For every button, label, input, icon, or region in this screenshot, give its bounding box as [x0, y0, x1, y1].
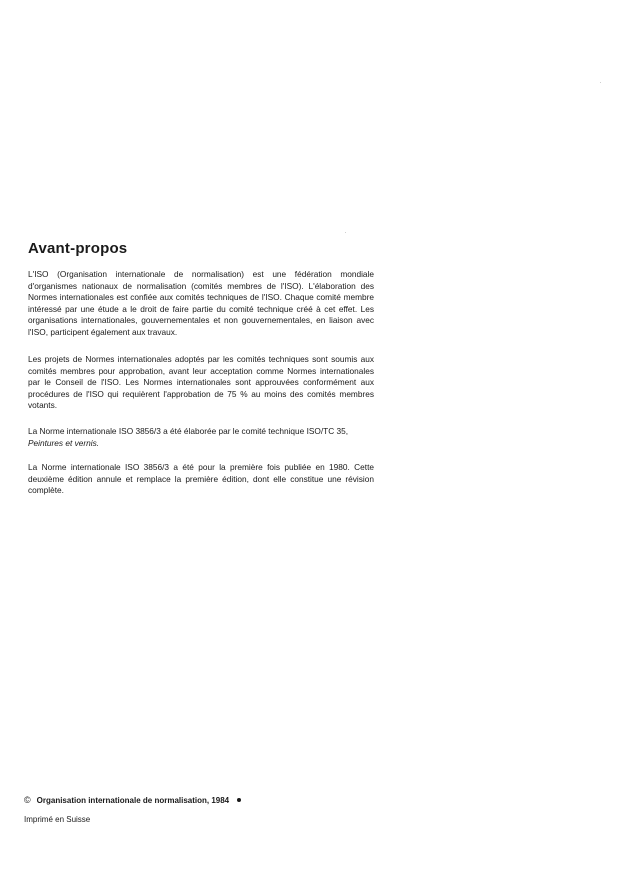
committee-line: La Norme internationale ISO 3856/3 a été élaborée par le comité technique ISO/TC 35, [28, 426, 349, 436]
paragraph-iso-intro: L'ISO (Organisation internationale de normalisation) est une fédération mondiale d'organismes nationaux de normalisation (comités membres de l'ISO). L'élaboration des Normes internationales est confiée aux comités techniques de l'ISO. Chaque comité membre intéressé par une étude a le droit de faire partie du comité technique créé à cet effet. Les organisations internationales, gouvernementales et non gouvernementales, en liaison avec l'ISO, participent également aux travaux. [28, 269, 374, 337]
committee-title: Peintures et vernis. [28, 437, 100, 448]
scan-speck [345, 232, 346, 233]
scan-speck [600, 82, 601, 83]
paragraph-edition: La Norme internationale ISO 3856/3 a été pour la première fois publiée en 1980. Cette deuxième édition annule et remplace la première édition, dont elle constitue une révision complète. [28, 462, 374, 495]
page-heading: Avant-propos [28, 240, 128, 257]
copyright-notice [24, 795, 241, 805]
copyright-text: Organisation internationale de normalisation, 1984 [36, 795, 230, 805]
bullet-icon [237, 798, 241, 802]
paragraph-committee [28, 426, 374, 449]
printed-in-label: Imprimé en Suisse [24, 815, 91, 824]
copyright-icon: © [24, 795, 31, 805]
paragraph-approval: Les projets de Normes internationales adoptés par les comités techniques sont soumis aux comités membres pour approbation, avant leur acceptation comme Normes internationales par le Conseil de l'ISO. Les Normes internationales sont approuvées conformément aux procédures de l'ISO qui requièrent l'approbation de 75 % au moins des comités membres votants. [28, 354, 374, 410]
